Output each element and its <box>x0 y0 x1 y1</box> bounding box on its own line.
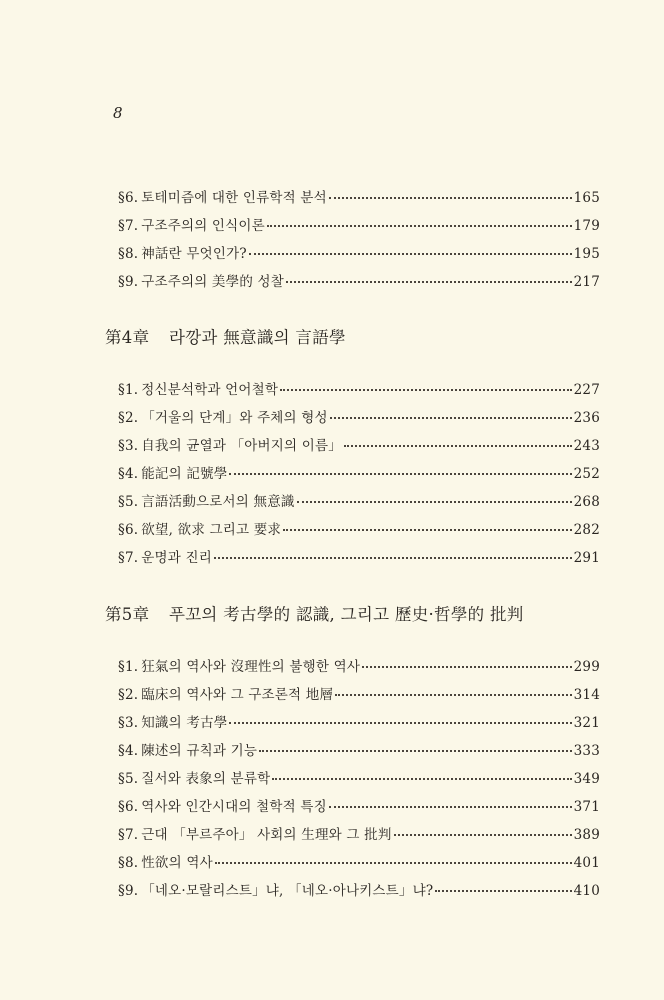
page-ref: 333 <box>573 743 600 759</box>
toc-entry[interactable] <box>118 462 600 484</box>
section-title: 정신분석학과 언어철학 <box>141 382 279 398</box>
toc-entry[interactable] <box>118 683 600 705</box>
dot-leader <box>259 750 572 752</box>
section-number: §9. <box>118 883 139 899</box>
dot-leader <box>214 557 572 559</box>
section-number: §6. <box>118 799 139 815</box>
page-ref: 227 <box>573 382 600 398</box>
section-title: 「네오·모랄리스트」냐, 「네오·아나키스트」냐? <box>141 883 434 899</box>
section-number: §8. <box>118 246 139 262</box>
section-title: 神話란 무엇인가? <box>141 246 247 262</box>
section-title: 구조주의의 美學的 성찰 <box>141 274 285 290</box>
toc-entry[interactable] <box>118 434 600 456</box>
page-ref: 195 <box>573 246 600 262</box>
section-title: 구조주의의 인식이론 <box>141 218 265 234</box>
dot-leader <box>329 806 572 808</box>
dot-leader <box>229 722 571 724</box>
toc-entry[interactable] <box>118 879 600 901</box>
section-number: §7. <box>118 827 139 843</box>
section-title: 토테미즘에 대한 인류학적 분석 <box>141 190 327 206</box>
page-ref: 179 <box>573 218 600 234</box>
page-ref: 165 <box>573 190 600 206</box>
page-ref: 291 <box>573 550 600 566</box>
toc-entry[interactable] <box>118 823 600 845</box>
dot-leader <box>362 666 572 668</box>
page-ref: 349 <box>573 771 600 787</box>
dot-leader <box>394 834 572 836</box>
section-title: 言語活動으로서의 無意識 <box>141 494 295 510</box>
section-title: 근대 「부르주아」 사회의 生理와 그 批判 <box>141 827 392 843</box>
chapter-title: 푸꼬의 考古學的 認識, 그리고 歷史·哲學的 批判 <box>168 605 524 624</box>
section-title: 역사와 인간시대의 철학적 특징 <box>141 799 327 815</box>
dot-leader <box>229 473 571 475</box>
section-number: §2. <box>118 410 139 426</box>
section-number: §6. <box>118 522 139 538</box>
toc-entry[interactable] <box>118 767 600 789</box>
dot-leader <box>297 501 572 503</box>
dot-leader <box>272 778 571 780</box>
dot-leader <box>329 197 572 199</box>
dot-leader <box>286 281 572 283</box>
toc-entry[interactable] <box>118 851 600 873</box>
section-title: 性欲의 역사 <box>141 855 213 871</box>
toc-entry[interactable] <box>118 242 600 264</box>
page-ref: 236 <box>573 410 600 426</box>
section-number: §7. <box>118 550 139 566</box>
section-title: 自我의 균열과 「아버지의 이름」 <box>141 438 342 454</box>
section-title: 운명과 진리 <box>141 550 212 566</box>
section-number: §5. <box>118 771 139 787</box>
page-ref: 282 <box>573 522 600 538</box>
section-number: §3. <box>118 715 139 731</box>
chapter-number: 第5章 <box>105 605 150 624</box>
section-title: 질서와 表象의 분류학 <box>141 771 271 787</box>
dot-leader <box>335 694 571 696</box>
section-number: §1. <box>118 659 139 675</box>
toc-entry[interactable] <box>118 518 600 540</box>
toc-entry[interactable] <box>118 186 600 208</box>
page-ref: 268 <box>573 494 600 510</box>
toc-entry[interactable] <box>118 270 600 292</box>
toc-entry[interactable] <box>118 795 600 817</box>
page-ref: 371 <box>573 799 600 815</box>
section-number: §3. <box>118 438 139 454</box>
dot-leader <box>249 253 572 255</box>
toc-entry[interactable] <box>118 655 600 677</box>
chapter-heading <box>105 601 524 625</box>
chapter-title: 라깡과 無意識의 言語學 <box>168 328 346 347</box>
toc-entry[interactable] <box>118 406 600 428</box>
section-title: 臨床의 역사와 그 구조론적 地層 <box>141 687 334 703</box>
page-ref: 314 <box>573 687 600 703</box>
dot-leader <box>267 225 572 227</box>
section-number: §8. <box>118 855 139 871</box>
dot-leader <box>330 417 572 419</box>
toc-entry[interactable] <box>118 711 600 733</box>
section-number: §1. <box>118 382 139 398</box>
page-ref: 389 <box>573 827 600 843</box>
section-number: §2. <box>118 687 139 703</box>
page-ref: 217 <box>573 274 600 290</box>
section-title: 知識의 考古學 <box>141 715 228 731</box>
toc-entry[interactable] <box>118 490 600 512</box>
dot-leader <box>283 529 572 531</box>
dot-leader <box>280 389 571 391</box>
page-ref: 252 <box>573 466 600 482</box>
page-ref: 321 <box>573 715 600 731</box>
dot-leader <box>435 890 571 892</box>
section-number: §5. <box>118 494 139 510</box>
page-ref: 410 <box>573 883 600 899</box>
toc-entry[interactable] <box>118 378 600 400</box>
toc-entry[interactable] <box>118 546 600 568</box>
page-ref: 401 <box>573 855 600 871</box>
dot-leader <box>344 445 572 447</box>
section-title: 能記의 記號學 <box>141 466 228 482</box>
section-number: §4. <box>118 743 139 759</box>
section-number: §7. <box>118 218 139 234</box>
page-ref: 243 <box>573 438 600 454</box>
section-title: 狂氣의 역사와 沒理性의 불행한 역사 <box>141 659 361 675</box>
section-title: 陳述의 규칙과 기능 <box>141 743 258 759</box>
chapter-number: 第4章 <box>105 328 150 347</box>
section-number: §4. <box>118 466 139 482</box>
section-number: §6. <box>118 190 139 206</box>
toc-entry[interactable] <box>118 739 600 761</box>
page-ref: 299 <box>573 659 600 675</box>
section-title: 欲望, 欲求 그리고 要求 <box>141 522 282 538</box>
section-number: §9. <box>118 274 139 290</box>
chapter-heading <box>105 324 346 348</box>
section-title: 「거울의 단계」와 주체의 형성 <box>141 410 328 426</box>
toc-entry[interactable] <box>118 214 600 236</box>
page-number: 8 <box>113 104 123 122</box>
dot-leader <box>215 862 572 864</box>
